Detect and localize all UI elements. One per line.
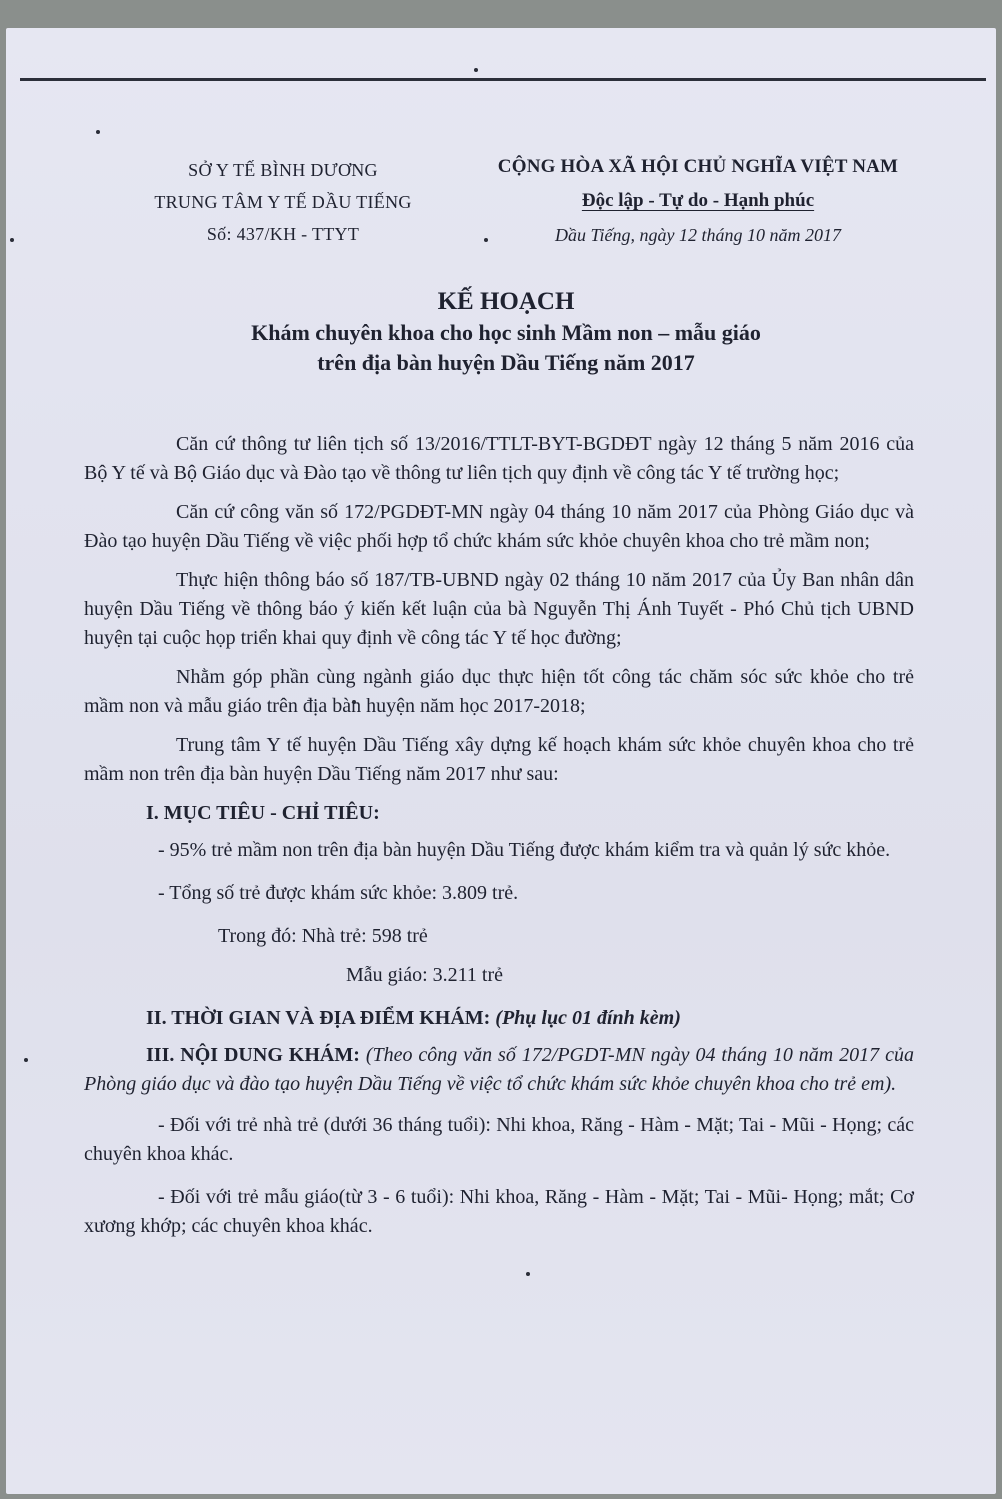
section-1-item-1: - 95% trẻ mầm non trên địa bàn huyện Dầu Tiếng được khám kiểm tra và quản lý sức khỏe. xyxy=(158,839,891,861)
title-line-1: Khám chuyên khoa cho học sinh Mầm non – mẫu giáo xyxy=(251,320,761,345)
document-number: Số: 437/KH - TTYT xyxy=(206,224,360,244)
section-1-item-2: - Tổng số trẻ được khám sức khỏe: 3.809 trẻ. xyxy=(158,882,519,904)
section-2-note: (Phụ lục 01 đính kèm) xyxy=(495,1007,681,1029)
paragraph-legal-basis-3: Thực hiện thông báo số 187/TB-UBND ngày 02 tháng 10 năm 2017 của Ủy Ban nhân dân huyện Dầu Tiếng về thông báo ý kiến kết luận của bà Nguyễn Thị Ánh Tuyết - Phó Chủ tịch UBND huyện tại cuộc họp triển khai quy định về công tác Y tế học đường; xyxy=(84,569,914,649)
title-line-2: trên địa bàn huyện Dầu Tiếng năm 2017 xyxy=(317,350,695,375)
agency-name: SỞ Y TẾ BÌNH DƯƠNG xyxy=(188,160,378,180)
national-header xyxy=(458,150,938,252)
section-3-heading xyxy=(84,1041,914,1099)
top-rule xyxy=(20,78,986,81)
section-3-note: (Theo công văn số 172/PGDT-MN ngày 04 tháng 10 năm 2017 của Phòng giáo dục và đào tạo huyện Dầu Tiếng về việc tổ chức khám sức khỏe chuyên khoa cho trẻ em). xyxy=(84,1044,914,1095)
document-body xyxy=(84,430,914,1255)
unit-name: TRUNG TÂM Y TẾ DẦU TIẾNG xyxy=(154,192,412,212)
issuing-authority xyxy=(108,154,458,250)
national-motto: Độc lập - Tự do - Hạnh phúc xyxy=(581,190,815,211)
paragraph-purpose: Nhằm góp phần cùng ngành giáo dục thực hiện tốt công tác chăm sóc sức khỏe cho trẻ mầm non và mẫu giáo trên địa bàn huyện năm học 2017-2018; xyxy=(84,666,914,717)
speck xyxy=(474,68,478,72)
document-page xyxy=(6,28,996,1494)
section-3-item-2: - Đối với trẻ mẫu giáo(từ 3 - 6 tuổi): Nhi khoa, Răng - Hàm - Mặt; Tai - Mũi- Họng; mắt; Cơ xương khớp; các chuyên khoa khác. xyxy=(84,1186,914,1237)
paragraph-plan-intro: Trung tâm Y tế huyện Dầu Tiếng xây dựng kế hoạch khám sức khỏe chuyên khoa cho trẻ mầm non trên địa bàn huyện Dầu Tiếng năm 2017 như sau: xyxy=(84,734,914,785)
speck xyxy=(24,1058,28,1062)
nation-name: CỘNG HÒA XÃ HỘI CHỦ NGHĨA VIỆT NAM xyxy=(497,156,899,177)
section-3-title: III. NỘI DUNG KHÁM: xyxy=(146,1044,360,1066)
document-date: Dầu Tiếng, ngày 12 tháng 10 năm 2017 xyxy=(555,225,841,245)
paragraph-legal-basis-2: Căn cứ công văn số 172/PGDĐT-MN ngày 04 tháng 10 năm 2017 của Phòng Giáo dục và Đào tạo huyện Dầu Tiếng về việc phối hợp tổ chức khám sức khỏe chuyên khoa cho trẻ mầm non; xyxy=(84,501,914,552)
section-1-heading: I. MỤC TIÊU - CHỈ TIÊU: xyxy=(146,802,380,824)
speck xyxy=(526,1272,530,1276)
speck xyxy=(96,130,100,134)
section-1-sub-1: Trong đó: Nhà trẻ: 598 trẻ xyxy=(218,925,428,947)
title-main: KẾ HOẠCH xyxy=(437,288,575,315)
document-title xyxy=(76,286,936,378)
speck xyxy=(10,238,14,242)
section-1-sub-2: Mẫu giáo: 3.211 trẻ xyxy=(346,964,504,986)
paragraph-legal-basis-1: Căn cứ thông tư liên tịch số 13/2016/TTLT-BYT-BGDĐT ngày 12 tháng 5 năm 2016 của Bộ Y tế và Bộ Giáo dục và Đào tạo về thông tư liên tịch quy định về công tác Y tế trường học; xyxy=(84,433,914,484)
section-2-heading xyxy=(84,1004,914,1033)
section-3-item-1: - Đối với trẻ nhà trẻ (dưới 36 tháng tuổi): Nhi khoa, Răng - Hàm - Mặt; Tai - Mũi - Họng; các chuyên khoa khác. xyxy=(84,1114,914,1165)
section-2-title: II. THỜI GIAN VÀ ĐỊA ĐIỂM KHÁM: xyxy=(146,1007,491,1029)
